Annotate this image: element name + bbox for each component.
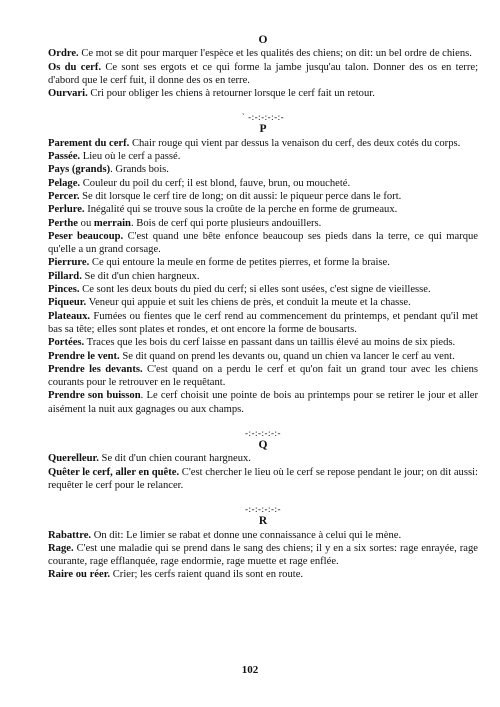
dictionary-entry: [48, 529, 478, 542]
entry-definition: Traces que les bois du cerf laisse en passant dans un taillis élevé au moins de six pieds.: [84, 337, 456, 349]
entry-definition: Fumées ou fientes que le cerf rend au commencement du printemps, et pendant qu'il met bas sa tête; elles sont plates et rondes, et ont encore la forme de bousarts.: [48, 310, 478, 335]
entry-term: Rage.: [48, 542, 74, 554]
entry-term: Prendre le vent.: [48, 350, 120, 362]
dictionary-entry: [48, 296, 478, 309]
section-p: [48, 112, 478, 416]
dictionary-entry: [48, 256, 478, 269]
dictionary-entry: [48, 389, 478, 416]
entry-definition: Crier; les cerfs raient quand ils sont en route.: [110, 569, 304, 581]
dictionary-entry: [48, 283, 478, 296]
dictionary-entry: [48, 350, 478, 363]
section-o: [48, 34, 478, 100]
section-letter: Q: [258, 439, 268, 452]
entry-term: Rabattre.: [48, 529, 92, 541]
entry-definition: Ce qui entoure la meule en forme de petites pierres, et forme la braise.: [89, 257, 390, 269]
entry-term: Parement du cerf.: [48, 137, 130, 149]
entry-term: Pinces.: [48, 284, 80, 296]
dictionary-entry: [48, 61, 478, 88]
entry-definition: Ce sont les deux bouts du pied du cerf; si elles sont usées, c'est signe de vieillesse.: [79, 284, 431, 296]
entry-definition: Ce mot se dit pour marquer l'espèce et les qualités des chiens; on dit: un bel ordre de chiens.: [78, 48, 472, 60]
entry-definition: Se dit d'un chien courant hargneux.: [98, 453, 251, 465]
entry-definition: Veneur qui appuie et suit les chiens de près, et conduit la meute et la chasse.: [86, 297, 411, 309]
entry-term: Portées.: [48, 337, 85, 349]
entry-term: Quêter le cerf, aller en quête.: [48, 466, 180, 478]
entry-definition: Ce sont ses ergots et ce qui forme la jambe jusqu'au talon. Donner des os en terre; d'abord que le cerf fuit, il donne des os en terre.: [48, 61, 479, 86]
section-r: [48, 504, 478, 581]
entry-term: Passée.: [48, 151, 81, 163]
entry-definition: Cri pour obliger les chiens à retourner lorsque le cerf fait un retour.: [87, 88, 375, 100]
entry-definition: Se dit lorsque le cerf tire de long; on dit aussi: le piqueur perce dans le fort.: [79, 190, 402, 202]
entry-term: Perlure.: [48, 204, 85, 216]
dictionary-entry: [48, 466, 478, 493]
dictionary-entry: [48, 270, 478, 283]
dictionary-entry: [48, 542, 478, 569]
entry-definition: C'est chercher le lieu où le cerf se repose pendant le jour; on dit aussi: requêter le cerf pour le relancer.: [48, 466, 478, 491]
entry-definition: Couleur du poil du cerf; il est blond, fauve, brun, ou moucheté.: [80, 177, 351, 189]
section-letter: P: [259, 123, 267, 136]
entry-definition: C'est une maladie qui se prend dans le sang des chiens; il y en a six sortes: rage enrayée, rage courante, rage efflanquée, rage endormie, rage muette et rage enflée.: [48, 542, 478, 568]
entry-term: Piqueur.: [48, 297, 87, 309]
entry-term: merrain: [93, 217, 131, 229]
entry-term: Perthe: [48, 217, 78, 229]
entry-term: Pillard.: [48, 270, 82, 282]
entry-definition: . Bois de cerf qui porte plusieurs andouillers.: [130, 217, 322, 229]
entry-term: Plateaux.: [48, 310, 91, 322]
dictionary-entry: [48, 150, 478, 163]
page-number: 102: [241, 664, 259, 676]
entry-term: Os du cerf.: [48, 61, 102, 73]
entry-definition: . Grands bois.: [110, 164, 169, 176]
entry-term: Pays (grands): [48, 164, 111, 176]
entry-definition: Lieu où le cerf a passé.: [80, 151, 181, 163]
entry-term: Pierrure.: [48, 257, 90, 269]
dictionary-entry: [48, 230, 478, 257]
dictionary-entry: [48, 190, 478, 203]
entry-term: Prendre les devants.: [48, 363, 143, 375]
dictionary-entry: [48, 163, 478, 176]
dictionary-entry: [48, 452, 478, 465]
entry-definition: Se dit quand on prend les devants ou, quand un chien va lancer le cerf au vent.: [119, 350, 455, 362]
entry-term: Percer.: [48, 190, 80, 202]
section-q: [48, 428, 478, 492]
entry-term: Querelleur.: [48, 453, 99, 465]
dictionary-entry: [48, 203, 478, 216]
entry-term: Raire ou réer.: [48, 569, 111, 581]
entry-definition: Chair rouge qui vient par dessus la venaison du cerf, des deux cotés du corps.: [129, 137, 461, 149]
entry-term: Ordre.: [48, 48, 79, 60]
dictionary-entry: [48, 217, 478, 230]
section-separator: -:-:-:-:-:-: [245, 504, 281, 515]
section-separator: -:-:-:-:-:-: [245, 428, 281, 439]
entry-term: Peser beaucoup.: [48, 230, 124, 242]
dictionary-entry: [48, 310, 478, 337]
entry-definition: . Le cerf choisit une pointe de bois au printemps pour se retirer le jour et aller aisément la nuit aux gagnages ou aux champs.: [48, 390, 478, 415]
entry-definition: Inégalité qui se trouve sous la croûte de la perche en forme de grumeaux.: [84, 204, 398, 216]
entry-term: Ourvari.: [48, 88, 88, 100]
entry-definition: C'est quand une bête enfonce beaucoup ses pieds dans la terre, ce qui marque qu'elle a un grand corsage.: [48, 230, 478, 256]
entry-definition: On dit: Le limier se rabat et donne une connaissance à celui qui le mène.: [91, 529, 402, 541]
entry-definition: Se dit d'un chien hargneux.: [81, 270, 200, 282]
section-separator: ` -:-:-:-:-:-: [241, 112, 285, 123]
entry-definition: C'est quand on a perdu le cerf et qu'on fait un grand tour avec les chiens courants pour le retrouver en le requêtant.: [48, 363, 478, 389]
dictionary-page: [48, 34, 478, 582]
section-letter: R: [258, 515, 268, 528]
section-letter: O: [258, 34, 268, 46]
entry-term: Pelage.: [48, 177, 81, 189]
entry-definition: ou: [78, 217, 94, 229]
dictionary-entry: [48, 568, 478, 581]
dictionary-entry: [48, 177, 478, 190]
entry-term: Prendre son buisson: [48, 390, 141, 402]
dictionary-entry: [48, 363, 478, 390]
dictionary-entry: [48, 87, 478, 100]
dictionary-entry: [48, 336, 478, 349]
dictionary-entry: [48, 47, 478, 60]
dictionary-entry: [48, 137, 478, 150]
